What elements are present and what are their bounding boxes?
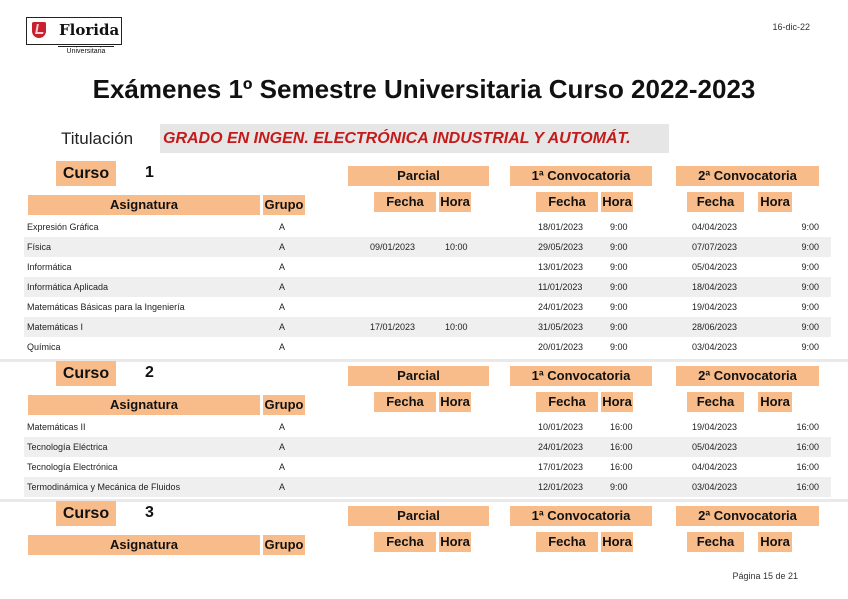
conv2-hora-cell: 16:00: [796, 442, 819, 452]
grupo-cell: A: [279, 282, 286, 292]
conv1-hora-cell: 9:00: [610, 342, 628, 352]
conv1-fecha-cell: 10/01/2023: [538, 422, 584, 432]
grupo-header: Grupo: [263, 195, 305, 215]
grupo-cell: A: [279, 482, 286, 492]
conv1-hora-cell: 16:00: [610, 462, 633, 472]
conv2-fecha-cell: 04/04/2023: [692, 222, 738, 232]
table-row: [24, 477, 831, 497]
logo-text: Florida: [59, 21, 120, 39]
conv1-hora-header: Hora: [601, 532, 633, 552]
conv2-hora-header: Hora: [758, 532, 792, 552]
convocatoria-2-header: 2ª Convocatoria: [676, 166, 819, 186]
conv1-fecha-header: Fecha: [536, 392, 598, 412]
conv2-fecha-cell: 18/04/2023: [692, 282, 738, 292]
grupo-header: Grupo: [263, 535, 305, 555]
conv2-hora-cell: 9:00: [801, 322, 819, 332]
conv2-hora-cell: 9:00: [801, 262, 819, 272]
asignatura-cell: Matemáticas I: [27, 322, 84, 332]
parcial-fecha-header: Fecha: [374, 192, 436, 212]
asignatura-cell: Tecnología Electrónica: [27, 462, 118, 472]
conv1-fecha-cell: 18/01/2023: [538, 222, 584, 232]
grupo-cell: A: [279, 322, 286, 332]
conv1-fecha-header: Fecha: [536, 192, 598, 212]
table-row: [24, 237, 831, 257]
conv1-hora-header: Hora: [601, 192, 633, 212]
conv2-hora-header: Hora: [758, 192, 792, 212]
parcial-fecha-cell: 09/01/2023: [370, 242, 416, 252]
curso-number: 1: [145, 164, 154, 181]
asignatura-cell: Química: [27, 342, 61, 352]
conv1-fecha-cell: 29/05/2023: [538, 242, 584, 252]
grupo-cell: A: [279, 242, 286, 252]
curso-label: Curso: [56, 501, 116, 526]
grupo-cell: A: [279, 422, 286, 432]
asignatura-cell: Matemáticas II: [27, 422, 86, 432]
section-divider: [0, 359, 848, 362]
grupo-cell: A: [279, 342, 286, 352]
conv2-fecha-cell: 03/04/2023: [692, 342, 738, 352]
table-row: [24, 437, 831, 457]
titulacion-label: Titulación: [61, 129, 134, 148]
grupo-cell: A: [279, 302, 286, 312]
conv1-hora-cell: 9:00: [610, 242, 628, 252]
parcial-hora-header: Hora: [439, 192, 471, 212]
conv2-fecha-cell: 03/04/2023: [692, 482, 738, 492]
conv2-fecha-cell: 28/06/2023: [692, 322, 738, 332]
conv2-hora-cell: 16:00: [796, 462, 819, 472]
conv2-hora-cell: 9:00: [801, 282, 819, 292]
conv2-hora-cell: 9:00: [801, 242, 819, 252]
conv2-fecha-cell: 07/07/2023: [692, 242, 738, 252]
table-row: [24, 217, 831, 237]
parcial-fecha-cell: 17/01/2023: [370, 322, 416, 332]
asignatura-header: Asignatura: [28, 195, 260, 215]
conv1-hora-cell: 16:00: [610, 422, 633, 432]
conv1-hora-cell: 9:00: [610, 322, 628, 332]
convocatoria-2-header: 2ª Convocatoria: [676, 366, 819, 386]
conv1-fecha-cell: 17/01/2023: [538, 462, 584, 472]
titulacion-value: GRADO EN INGEN. ELECTRÓNICA INDUSTRIAL Y AUTOMÁT.: [160, 124, 669, 153]
asignatura-cell: Termodinámica y Mecánica de Fluidos: [27, 482, 181, 492]
conv2-hora-cell: 9:00: [801, 302, 819, 312]
conv1-fecha-header: Fecha: [536, 532, 598, 552]
conv1-fecha-cell: 11/01/2023: [538, 282, 583, 292]
convocatoria-1-header: 1ª Convocatoria: [510, 166, 652, 186]
conv2-hora-cell: 16:00: [796, 422, 819, 432]
curso-number: 3: [145, 504, 154, 521]
conv1-fecha-cell: 24/01/2023: [538, 442, 584, 452]
parcial-hora-cell: 10:00: [445, 322, 468, 332]
conv2-hora-cell: 16:00: [796, 482, 819, 492]
table-row: [24, 297, 831, 317]
conv1-hora-cell: 9:00: [610, 222, 628, 232]
table-row: [24, 317, 831, 337]
conv2-fecha-cell: 19/04/2023: [692, 422, 738, 432]
conv2-hora-cell: 9:00: [801, 342, 819, 352]
parcial-fecha-header: Fecha: [374, 532, 436, 552]
asignatura-cell: Física: [27, 242, 52, 252]
conv1-fecha-cell: 12/01/2023: [538, 482, 584, 492]
conv1-hora-cell: 9:00: [610, 302, 628, 312]
conv1-hora-cell: 9:00: [610, 262, 628, 272]
table-row: [24, 257, 831, 277]
page-title: Exámenes 1º Semestre Universitaria Curso 2022-2023: [92, 74, 756, 104]
convocatoria-1-header: 1ª Convocatoria: [510, 366, 652, 386]
table-row: [24, 277, 831, 297]
parcial-fecha-header: Fecha: [374, 392, 436, 412]
page-number: Página 15 de 21: [732, 571, 798, 581]
grupo-cell: A: [279, 442, 286, 452]
section-divider: [0, 499, 848, 502]
conv1-fecha-cell: 13/01/2023: [538, 262, 584, 272]
parcial-header: Parcial: [348, 366, 489, 386]
conv1-hora-header: Hora: [601, 392, 633, 412]
table-row: [24, 417, 831, 437]
table-row: [24, 337, 831, 357]
conv1-hora-cell: 16:00: [610, 442, 633, 452]
asignatura-cell: Informática: [27, 262, 72, 272]
conv1-fecha-cell: 24/01/2023: [538, 302, 584, 312]
parcial-header: Parcial: [348, 166, 489, 186]
table-row: [24, 457, 831, 477]
conv1-fecha-cell: 31/05/2023: [538, 322, 584, 332]
conv1-fecha-cell: 20/01/2023: [538, 342, 584, 352]
conv2-fecha-header: Fecha: [687, 532, 744, 552]
conv2-hora-cell: 9:00: [801, 222, 819, 232]
shield-icon: [32, 22, 46, 38]
grupo-cell: A: [279, 222, 286, 232]
asignatura-header: Asignatura: [28, 535, 260, 555]
conv2-hora-header: Hora: [758, 392, 792, 412]
asignatura-cell: Informática Aplicada: [27, 282, 109, 292]
grupo-header: Grupo: [263, 395, 305, 415]
conv1-hora-cell: 9:00: [610, 282, 628, 292]
parcial-hora-cell: 10:00: [445, 242, 468, 252]
conv2-fecha-header: Fecha: [687, 392, 744, 412]
curso-label: Curso: [56, 161, 116, 186]
logo-subtitle: Universitaria: [58, 46, 114, 55]
convocatoria-2-header: 2ª Convocatoria: [676, 506, 819, 526]
conv2-fecha-cell: 19/04/2023: [692, 302, 738, 312]
asignatura-cell: Tecnología Eléctrica: [27, 442, 108, 452]
grupo-cell: A: [279, 262, 286, 272]
asignatura-header: Asignatura: [28, 395, 260, 415]
parcial-hora-header: Hora: [439, 532, 471, 552]
conv2-fecha-cell: 05/04/2023: [692, 442, 738, 452]
asignatura-cell: Matemáticas Básicas para la Ingeniería: [27, 302, 185, 312]
print-date: 16-dic-22: [772, 22, 810, 32]
conv2-fecha-header: Fecha: [687, 192, 744, 212]
parcial-hora-header: Hora: [439, 392, 471, 412]
curso-number: 2: [145, 364, 154, 381]
conv1-hora-cell: 9:00: [610, 482, 628, 492]
asignatura-cell: Expresión Gráfica: [27, 222, 99, 232]
parcial-header: Parcial: [348, 506, 489, 526]
conv2-fecha-cell: 05/04/2023: [692, 262, 738, 272]
florida-logo: [26, 17, 122, 45]
curso-label: Curso: [56, 361, 116, 386]
conv2-fecha-cell: 04/04/2023: [692, 462, 738, 472]
grupo-cell: A: [279, 462, 286, 472]
convocatoria-1-header: 1ª Convocatoria: [510, 506, 652, 526]
